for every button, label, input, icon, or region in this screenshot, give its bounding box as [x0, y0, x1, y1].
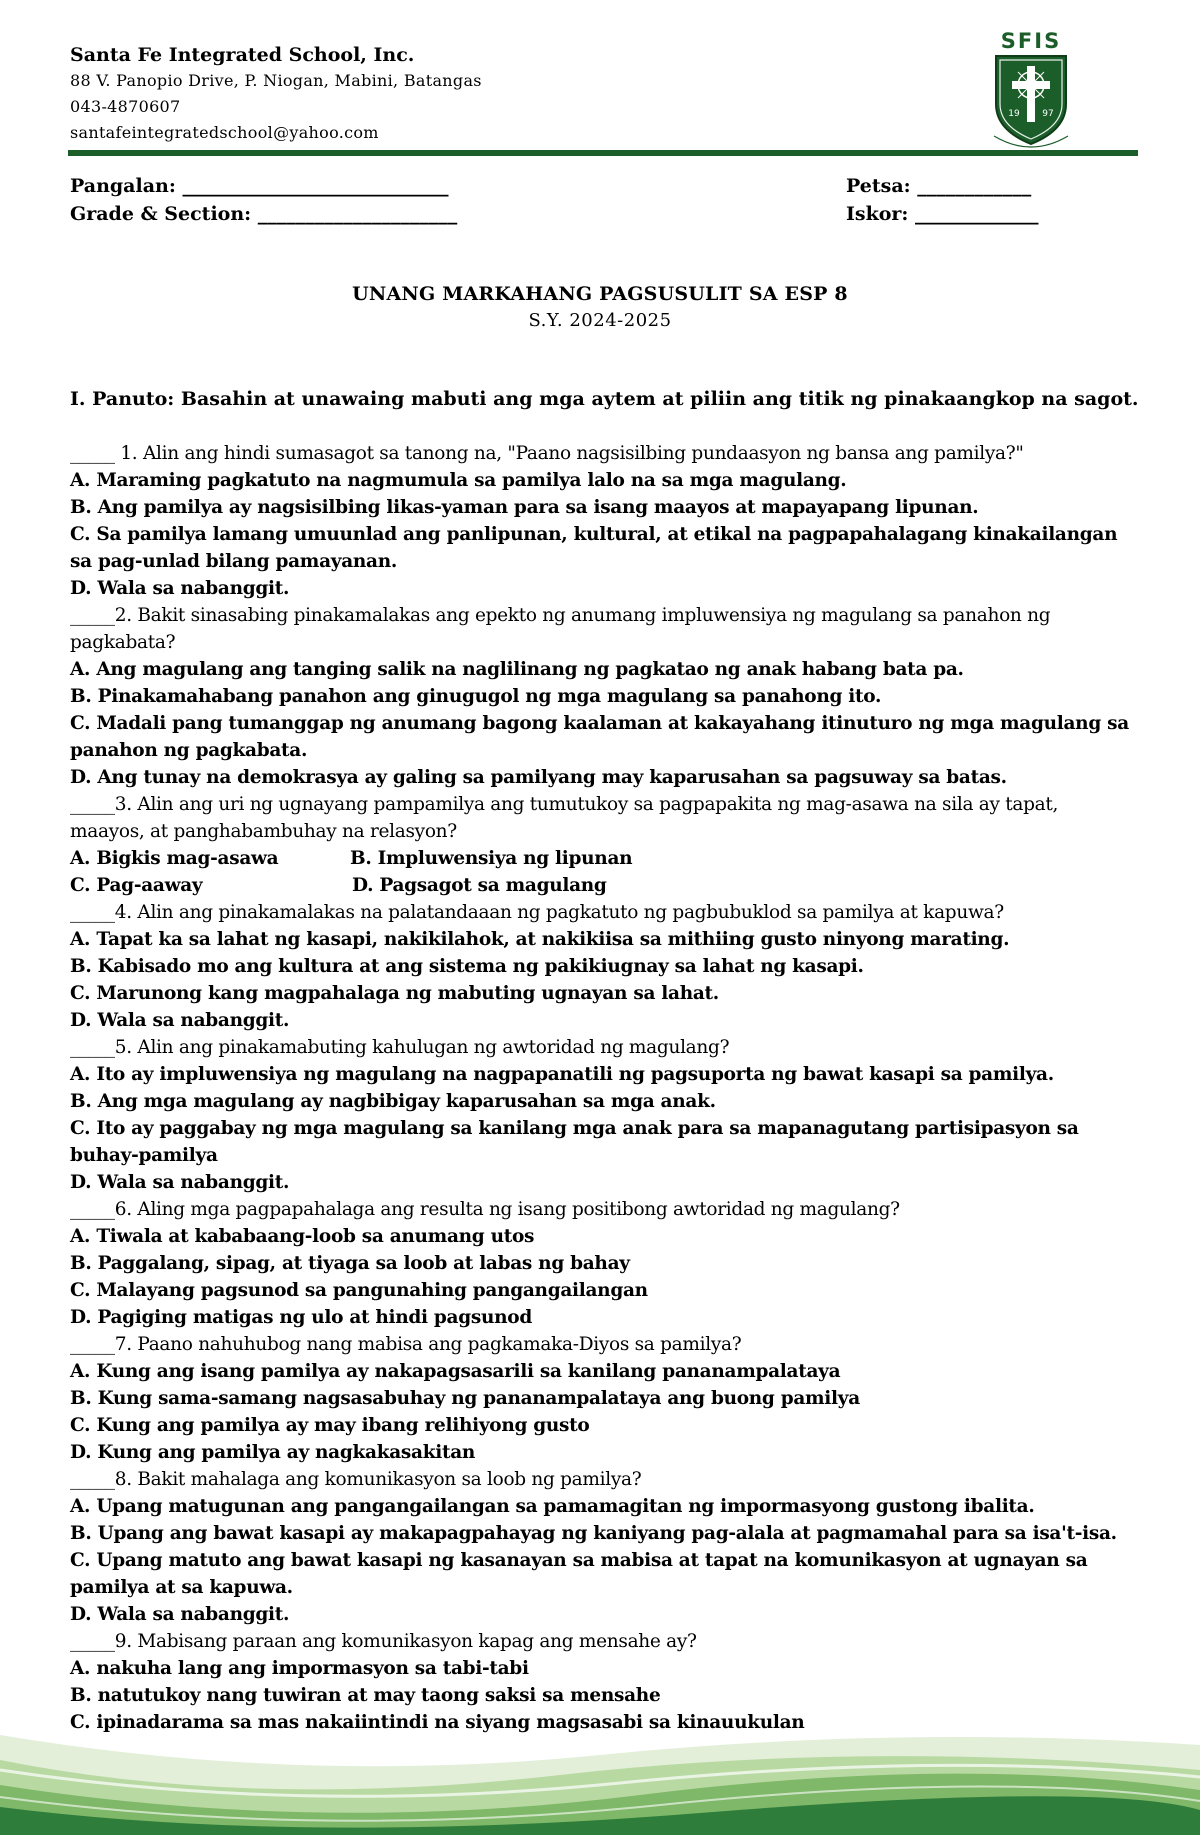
school-year: S.Y. 2024-2025: [528, 310, 672, 331]
school-name: Santa Fe Integrated School, Inc.: [70, 44, 415, 66]
instructions: I. Panuto: Basahin at unawaing mabuti ang mga aytem at piliin ang titik ng pinakaangkop na sagot.: [70, 388, 1139, 410]
option-d[interactable]: D. Pagiging matigas ng ulo at hindi pagsunod: [70, 1307, 532, 1328]
option-c[interactable]: C. ipinadarama sa mas nakaiintindi na siyang magsasabi sa kinauukulan: [70, 1712, 805, 1733]
question-stem: _____6. Aling mga pagpapahalaga ang resulta ng isang positibong awtoridad ng magulang?: [70, 1199, 900, 1220]
question-3: [70, 791, 1132, 899]
option-b[interactable]: B. natutukoy nang tuwiran at may taong saksi sa mensahe: [70, 1685, 661, 1706]
option-d[interactable]: D. Pagsagot sa magulang: [352, 875, 607, 896]
exam-title-block: [0, 280, 1200, 334]
option-a[interactable]: A. Tiwala at kababaang-loob sa anumang utos: [70, 1226, 535, 1247]
student-fields-left: [70, 172, 457, 228]
option-c[interactable]: C. Pag-aaway: [70, 875, 203, 896]
question-5: [70, 1034, 1132, 1196]
option-d[interactable]: D. Kung ang pamilya ay nagkakasakitan: [70, 1442, 476, 1463]
school-phone: 043-4870607: [70, 97, 181, 116]
question-stem: _____2. Bakit sinasabing pinakamalakas ang epekto ng anumang impluwensiya ng magulang sa panahon ng pagkabata?: [70, 605, 1051, 653]
option-d[interactable]: D. Wala sa nabanggit.: [70, 1604, 290, 1625]
option-d[interactable]: D. Wala sa nabanggit.: [70, 1172, 290, 1193]
option-row-2: [70, 872, 1132, 899]
student-fields-right: [846, 172, 1039, 228]
question-1: [70, 440, 1132, 602]
option-c[interactable]: C. Sa pamilya lamang umuunlad ang panlipunan, kultural, at etikal na pagpapahalagang kinakailangan sa pag-unlad bilang pamayanan.: [70, 524, 1118, 572]
logo-year-right: 97: [1042, 109, 1054, 119]
option-c[interactable]: C. Marunong kang magpahalaga ng mabuting ugnayan sa lahat.: [70, 983, 719, 1004]
question-7: [70, 1331, 1132, 1466]
score-field[interactable]: Iskor: _____________: [846, 203, 1039, 225]
option-c[interactable]: C. Upang matuto ang bawat kasapi ng kasanayan sa mabisa at tapat na komunikasyon at ugnayan sa pamilya at sa kapuwa.: [70, 1550, 1088, 1598]
header-rule: [68, 150, 1138, 156]
option-a[interactable]: A. Tapat ka sa lahat ng kasapi, nakikilahok, at nakikiisa sa mithiing gusto ninyong marating.: [70, 929, 1010, 950]
option-c[interactable]: C. Kung ang pamilya ay may ibang relihiyong gusto: [70, 1415, 590, 1436]
logo-year-left: 19: [1008, 109, 1020, 119]
option-b[interactable]: B. Upang ang bawat kasapi ay makapagpahayag ng kaniyang pag-alala at pagmamahal para sa isa't-isa.: [70, 1523, 1117, 1544]
question-stem: _____5. Alin ang pinakamabuting kahulugan ng awtoridad ng magulang?: [70, 1037, 730, 1058]
option-a[interactable]: A. Kung ang isang pamilya ay nakapagsasarili sa kanilang pananampalataya: [70, 1361, 841, 1382]
question-stem: _____9. Mabisang paraan ang komunikasyon kapag ang mensahe ay?: [70, 1631, 697, 1652]
question-4: [70, 899, 1132, 1034]
option-a[interactable]: A. Ito ay impluwensiya ng magulang na nagpapanatili ng pagsuporta ng bawat kasapi sa pamilya.: [70, 1064, 1054, 1085]
option-b[interactable]: B. Impluwensiya ng lipunan: [350, 848, 633, 869]
grade-section-field[interactable]: Grade & Section: _____________________: [70, 203, 458, 225]
question-stem: _____3. Alin ang uri ng ugnayang pampamilya ang tumutukoy sa pagpapakita ng mag-asawa na sila ay tapat, maayos, at panghabambuhay na relasyon?: [70, 794, 1059, 842]
option-c[interactable]: C. Madali pang tumanggap ng anumang bagong kaalaman at kakayahang itinuturo ng mga magulang sa panahon ng pagkabata.: [70, 713, 1129, 761]
option-b[interactable]: B. Ang pamilya ay nagsisilbing likas-yaman para sa isang maayos at mapayapang lipunan.: [70, 497, 979, 518]
option-c[interactable]: C. Ito ay paggabay ng mga magulang sa kanilang mga anak para sa mapanagutang partisipasyon sa buhay-pamilya: [70, 1118, 1079, 1166]
question-stem: _____7. Paano nahuhubog nang mabisa ang pagkamaka-Diyos sa pamilya?: [70, 1334, 742, 1355]
question-stem: _____ 1. Alin ang hindi sumasagot sa tanong na, "Paano nagsisilbing pundaasyon ng bansa ang pamilya?": [70, 443, 1024, 464]
question-stem: _____4. Alin ang pinakamalakas na palatandaaan ng pagkatuto ng pagbubuklod sa pamilya at kapuwa?: [70, 902, 1004, 923]
question-8: [70, 1466, 1132, 1628]
school-email: santafeintegratedschool@yahoo.com: [70, 123, 379, 142]
option-a[interactable]: A. Maraming pagkatuto na nagmumula sa pamilya lalo na sa mga magulang.: [70, 470, 847, 491]
option-b[interactable]: B. Pinakamahabang panahon ang ginugugol ng mga magulang sa panahong ito.: [70, 686, 882, 707]
question-stem: _____8. Bakit mahalaga ang komunikasyon sa loob ng pamilya?: [70, 1469, 642, 1490]
option-a[interactable]: A. Bigkis mag-asawa: [70, 848, 279, 869]
option-d[interactable]: D. Wala sa nabanggit.: [70, 578, 290, 599]
option-d[interactable]: D. Wala sa nabanggit.: [70, 1010, 290, 1031]
question-list: [70, 440, 1132, 1736]
option-row-1: [70, 845, 1132, 872]
exam-title: UNANG MARKAHANG PAGSUSULIT SA ESP 8: [352, 283, 848, 305]
school-logo: [990, 26, 1072, 154]
footer-wave-decoration: [0, 1715, 1200, 1835]
date-field[interactable]: Petsa: ____________: [846, 175, 1032, 197]
option-b[interactable]: B. Ang mga magulang ay nagbibigay kaparusahan sa mga anak.: [70, 1091, 716, 1112]
question-2: [70, 602, 1132, 791]
option-d[interactable]: D. Ang tunay na demokrasya ay galing sa pamilyang may kaparusahan sa pagsuway sa batas.: [70, 767, 1007, 788]
school-header: [70, 42, 970, 146]
name-field[interactable]: Pangalan: ____________________________: [70, 175, 449, 197]
option-c[interactable]: C. Malayang pagsunod sa pangunahing pangangailangan: [70, 1280, 648, 1301]
option-a[interactable]: A. nakuha lang ang impormasyon sa tabi-tabi: [70, 1658, 529, 1679]
logo-text: SFIS: [1000, 29, 1062, 53]
option-b[interactable]: B. Kung sama-samang nagsasabuhay ng pananampalataya ang buong pamilya: [70, 1388, 860, 1409]
option-a[interactable]: A. Upang matugunan ang pangangailangan sa pamamagitan ng impormasyong gustong ibalita.: [70, 1496, 1035, 1517]
school-address: 88 V. Panopio Drive, P. Niogan, Mabini, Batangas: [70, 71, 482, 90]
question-6: [70, 1196, 1132, 1331]
option-a[interactable]: A. Ang magulang ang tanging salik na naglilinang ng pagkatao ng anak habang bata pa.: [70, 659, 964, 680]
option-b[interactable]: B. Kabisado mo ang kultura at ang sistema ng pakikiugnay sa lahat ng kasapi.: [70, 956, 864, 977]
option-b[interactable]: B. Paggalang, sipag, at tiyaga sa loob at labas ng bahay: [70, 1253, 630, 1274]
